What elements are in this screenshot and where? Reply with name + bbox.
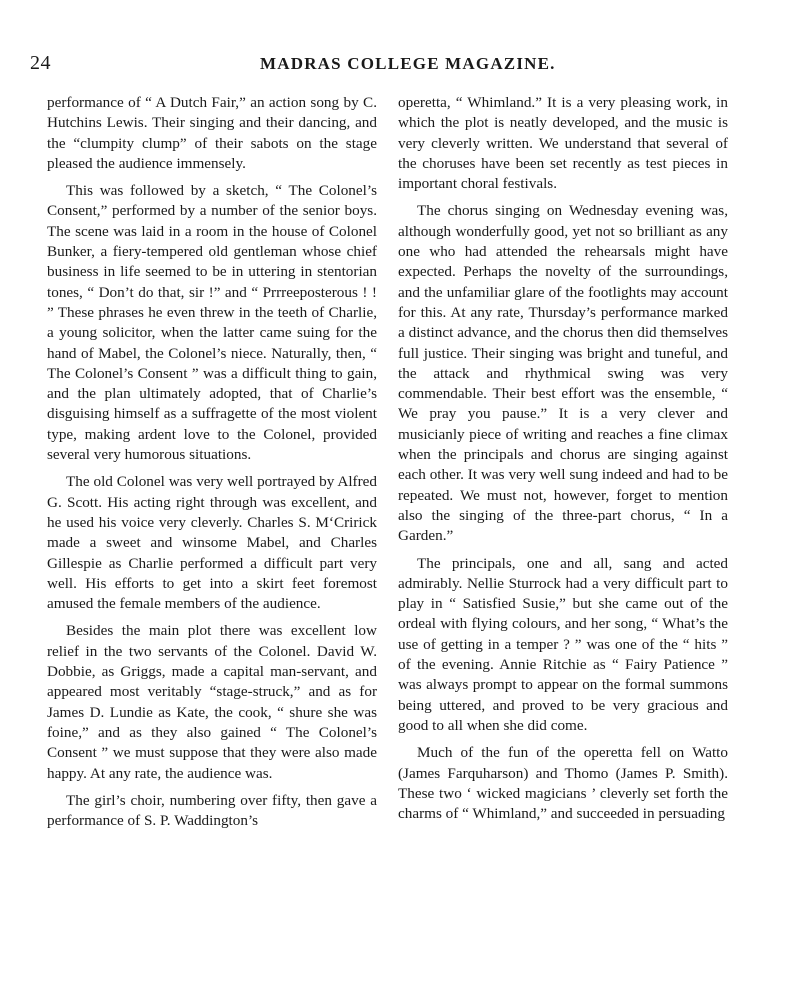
paragraph: This was followed by a sketch, “ The Colonel’s Consent,” performed by a number of the senior boys. The scene was laid in a room in the house of Colonel Bunker, a fiery-tempered old gentleman whose chief business in life seemed to be in uttering in stentorian tones, “ Don’t do that, sir !” and “ Prrreeposterous ! ! ” These phrases he even threw in the teeth of Charlie, a young solicitor, when the latter came suing for the hand of Mabel, the Colonel’s niece. Naturally, then, “ The Colonel’s Consent ” was a difficult thing to gain, and the plan ultimately adopted, that of Charlie’s disguising himself as a suffragette of the most violent type, making ardent love to the Colonel, provided several very humorous situations. xyxy=(47,182,377,464)
paragraph: The chorus singing on Wednesday evening was, although wonderfully good, yet not so brilliant as any one who had attended the rehearsals might have expected. Perhaps the novelty of the surroundings, and the unfamiliar glare of the footlights may account for this. At any rate, Thursday’s performance marked a distinct advance, and the chorus then did themselves full justice. Their singing was bright and tuneful, and the attack and rhythmical swing was very commendable. Their best effort was the ensemble, “ We pray you pause.” It is a very clever and musicianly piece of writing and reaches a fine climax when the principals and chorus are singing against each other. It was very well sung indeed and had to be repeated. We must not, however, forget to mention also the singing of the three-part chorus, “ In a Garden.” xyxy=(398,202,728,545)
left-column xyxy=(47,93,377,838)
running-title: MADRAS COLLEGE MAGAZINE. xyxy=(260,54,556,73)
paragraph: operetta, “ Whimland.” It is a very pleasing work, in which the plot is neatly developed, and the music is very cleverly written. We understand that several of the choruses have been set recently as test pieces in important choral festivals. xyxy=(398,94,728,193)
page-number: 24 xyxy=(30,52,51,74)
right-column xyxy=(398,93,728,831)
paragraph: The old Colonel was very well portrayed by Alfred G. Scott. His acting right through was excellent, and he used his voice very cleverly. Charles S. M‘Cririck made a sweet and winsome Mabel, and Charles Gillespie as Charlie performed a difficult part very well. His efforts to get into a skirt feet foremost amused the female members of the audience. xyxy=(47,473,377,613)
page-header xyxy=(30,50,730,80)
paragraph: performance of “ A Dutch Fair,” an action song by C. Hutchins Lewis. Their singing and their dancing, and the “clumpity clump” of their sabots on the stage pleased the audience immensely. xyxy=(47,94,377,172)
paragraph: Besides the main plot there was excellent low relief in the two servants of the Colonel. David W. Dobbie, as Griggs, made a capital man-servant, and appeared most veritably “stage-struck,” and as for James D. Lundie as Kate, the cook, “ shure she was foine,” and as they also gained “ The Colonel’s Consent ” we must suppose that they were also made happy. At any rate, the audience was. xyxy=(47,622,377,782)
paragraph: The girl’s choir, numbering over fifty, then gave a performance of S. P. Waddington’s xyxy=(47,791,377,830)
paragraph: The principals, one and all, sang and acted admirably. Nellie Sturrock had a very difficult part to play in “ Satisfied Susie,” but she came out of the ordeal with flying colours, and her song, “ What’s the use of getting in a temper ? ” was one of the “ hits ” of the evening. Annie Ritchie as “ Fairy Patience ” was always prompt to appear on the formal summons being uttered, and proved to be very gracious and good to all when she did come. xyxy=(398,554,728,734)
paragraph: Much of the fun of the operetta fell on Watto (James Farquharson) and Thomo (James P. Smith). These two ‘ wicked magicians ’ cleverly set forth the charms of “ Whimland,” and succeeded in persuading xyxy=(398,744,728,823)
